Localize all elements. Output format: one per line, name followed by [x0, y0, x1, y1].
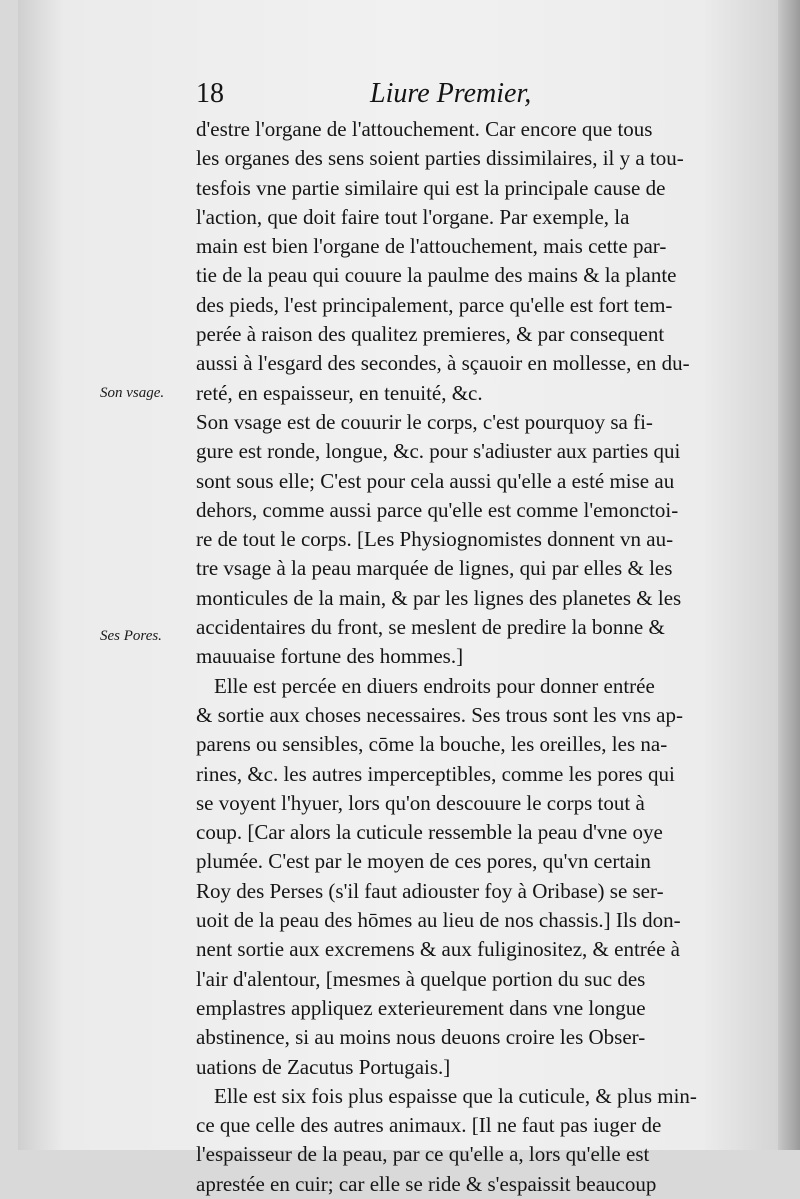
margin-note-pores: Ses Pores. [100, 628, 162, 644]
text-line: Elle est six fois plus espaisse que la cuticule, & plus min- [214, 1083, 697, 1108]
text-line: tre vsage à la peau marquée de lignes, qui par elles & les [196, 556, 673, 581]
text-line: plumée. C'est par le moyen de ces pores, qu'vn certain [196, 849, 651, 874]
text-line: gure est ronde, longue, &c. pour s'adiuster aux parties qui [196, 439, 681, 464]
text-line: emplastres appliquez exterieurement dans vne longue [196, 995, 646, 1020]
text-line: Elle est percée en diuers endroits pour donner entrée [214, 673, 655, 698]
text-line: les organes des sens soient parties dissimilaires, il y a tou- [196, 146, 684, 171]
text-line: Son vsage est de couurir le corps, c'est pourquoy sa fi- [196, 409, 653, 434]
text-line: rines, &c. les autres imperceptibles, comme les pores qui [196, 761, 675, 786]
text-line: l'espaisseur de la peau, par ce qu'elle a, lors qu'elle est [196, 1142, 650, 1167]
text-line: nent sortie aux excremens & aux fuliginositez, & entrée à [196, 937, 680, 962]
text-line: tie de la peau qui couure la paulme des mains & la plante [196, 263, 677, 288]
text-line: dehors, comme aussi parce qu'elle est comme l'emonctoi- [196, 497, 679, 522]
text-line: coup. [Car alors la cuticule ressemble la peau d'vne oye [196, 820, 663, 845]
text-line: aprestée en cuir; car elle se ride & s'espaissit beaucoup [196, 1171, 657, 1196]
text-line: perée à raison des qualitez premieres, & par consequent [196, 322, 665, 347]
body-text [196, 115, 726, 1199]
text-line: se voyent l'hyuer, lors qu'on descouure le corps tout à [196, 790, 645, 815]
text-line: Roy des Perses (s'il faut adiouster foy à Oribase) se ser- [196, 878, 664, 903]
text-line: mauuaise fortune des hommes.] [196, 644, 464, 669]
text-line: uoit de la peau des hōmes au lieu de nos chassis.] Ils don- [196, 908, 681, 933]
text-line: parens ou sensibles, cōme la bouche, les oreilles, les na- [196, 732, 668, 757]
text-line: ce que celle des autres animaux. [Il ne faut pas iuger de [196, 1113, 662, 1138]
text-line: reté, en espaisseur, en tenuité, &c. [196, 380, 483, 405]
text-line: re de tout le corps. [Les Physiognomistes donnent vn au- [196, 527, 674, 552]
text-line: sont sous elle; C'est pour cela aussi qu'elle a esté mise au [196, 468, 675, 493]
text-line: des pieds, l'est principalement, parce qu'elle est fort tem- [196, 292, 673, 317]
text-line: accidentaires du front, se meslent de predire la bonne & [196, 615, 665, 640]
text-line: main est bien l'organe de l'attouchement, mais cette par- [196, 234, 667, 259]
text-line: & sortie aux choses necessaires. Ses trous sont les vns ap- [196, 702, 683, 727]
margin-note-usage: Son vsage. [100, 385, 165, 401]
text-line: d'estre l'organe de l'attouchement. Car encore que tous [196, 117, 653, 141]
text-line: aussi à l'esgard des secondes, à sçauoir en mollesse, en du- [196, 351, 690, 376]
text-line: tesfois vne partie similaire qui est la principale cause de [196, 175, 666, 200]
page-edge [778, 0, 800, 1150]
text-line: l'air d'alentour, [mesmes à quelque portion du suc des [196, 966, 646, 991]
text-line: l'action, que doit faire tout l'organe. Par exemple, la [196, 204, 630, 229]
text-line: abstinence, si au moins nous deuons croire les Obser- [196, 1025, 646, 1050]
running-title: Liure Premier, [370, 78, 532, 109]
text-line: uations de Zacutus Portugais.] [196, 1054, 451, 1079]
page-number: 18 [196, 78, 224, 109]
text-line: monticules de la main, & par les lignes des planetes & les [196, 585, 682, 610]
page-header [190, 78, 730, 118]
